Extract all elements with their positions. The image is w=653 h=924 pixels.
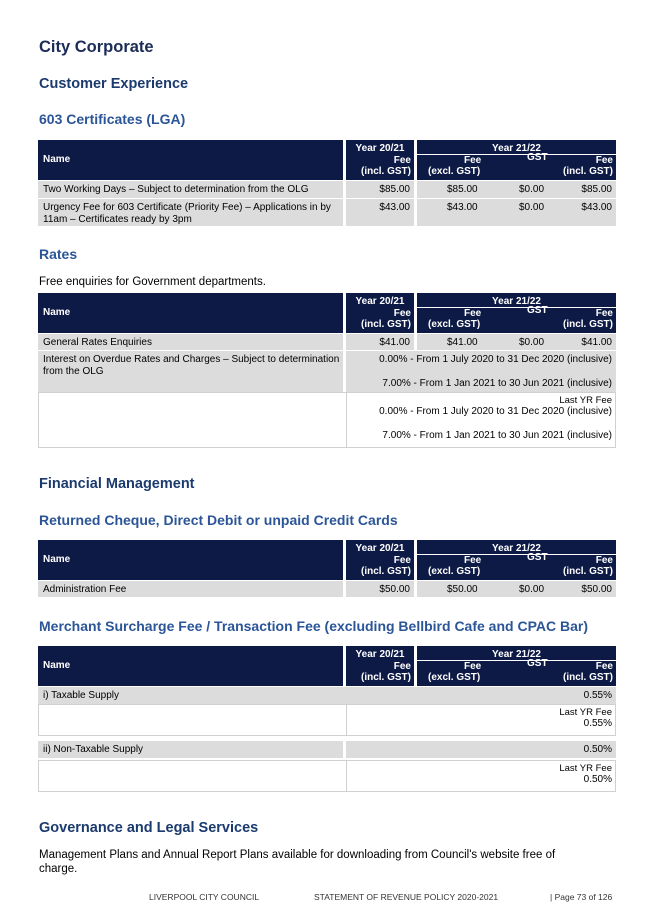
row-name: Two Working Days – Subject to determination from the OLG (43, 184, 309, 195)
header-excl-gst: (excl. GST) (428, 319, 481, 330)
header-gst: GST (527, 305, 548, 316)
last-year-value: 0.50% (583, 774, 612, 785)
table-header (38, 646, 616, 686)
row-name: Urgency Fee for 603 Certificate (Priority Fee) – Applications in by 11am – Certificates ready by 3pm (43, 202, 331, 225)
header-year-prev: Year 20/21 (355, 543, 405, 554)
header-fee: Fee (464, 308, 482, 319)
header-gst: GST (527, 552, 548, 563)
header-year-prev: Year 20/21 (355, 649, 405, 660)
header-year-curr: Year 21/22 (492, 543, 541, 554)
table-row (38, 581, 616, 597)
header-incl-gst: (incl. GST) (361, 566, 411, 577)
header-year-prev: Year 20/21 (355, 296, 405, 307)
table-row (38, 351, 616, 393)
row-fee-excl: $85.00 (447, 184, 478, 195)
interest-rate-line-1: 0.00% - From 1 July 2020 to 31 Dec 2020 (inclusive) (379, 354, 612, 365)
last-year-fee-box (38, 704, 616, 736)
page-title: City Corporate (39, 38, 154, 56)
row-gst: $0.00 (519, 584, 545, 595)
header-fee: Fee (393, 661, 411, 672)
last-year-fee-box (38, 392, 616, 448)
row-fee-incl: $85.00 (581, 184, 612, 195)
header-name: Name (43, 554, 71, 565)
header-incl-gst: (incl. GST) (563, 166, 613, 177)
row-fee-prev: $85.00 (379, 184, 410, 195)
governance-note: Management Plans and Annual Report Plans available for downloading from Council's website free of charge. (39, 849, 556, 875)
table-header (38, 540, 616, 580)
header-fee: Fee (595, 661, 613, 672)
table-row (38, 199, 616, 226)
subsection-heading-merchant-surcharge: Merchant Surcharge Fee / Transaction Fee (excluding Bellbird Cafe and CPAC Bar) (39, 618, 588, 634)
header-fee: Fee (464, 155, 482, 166)
footer-statement: STATEMENT OF REVENUE POLICY 2020-2021 (314, 892, 499, 902)
header-name: Name (43, 154, 71, 165)
row-fee-prev: $43.00 (379, 202, 410, 213)
last-year-label: Last YR Fee (559, 763, 612, 774)
row-fee: 0.55% (583, 690, 612, 701)
row-gst: $0.00 (519, 184, 545, 195)
rates-table (38, 293, 616, 441)
section-heading-financial-management: Financial Management (39, 476, 195, 492)
subsection-heading-returned-cheque: Returned Cheque, Direct Debit or unpaid Credit Cards (39, 512, 398, 528)
header-excl-gst: (excl. GST) (428, 566, 481, 577)
header-incl-gst: (incl. GST) (361, 319, 411, 330)
row-fee: 0.50% (583, 744, 612, 755)
row-fee-excl: $43.00 (447, 202, 478, 213)
header-year-curr: Year 21/22 (492, 296, 541, 307)
header-fee: Fee (393, 555, 411, 566)
header-incl-gst: (incl. GST) (563, 319, 613, 330)
footer-page-number: | Page 73 of 126 (550, 892, 613, 902)
section-heading-customer-experience: Customer Experience (39, 76, 189, 92)
last-year-value: 0.55% (583, 718, 612, 729)
row-name: Interest on Overdue Rates and Charges – Subject to determination from the OLG (43, 354, 340, 377)
header-fee: Fee (595, 155, 613, 166)
row-fee-prev: $50.00 (379, 584, 410, 595)
row-gst: $0.00 (519, 202, 545, 213)
header-year-curr: Year 21/22 (492, 143, 541, 154)
row-fee-excl: $50.00 (447, 584, 478, 595)
table-header (38, 140, 616, 180)
row-fee-incl: $43.00 (581, 202, 612, 213)
subsection-heading-certificates: 603 Certificates (LGA) (39, 111, 186, 127)
certificates-table (38, 140, 616, 226)
row-fee-incl: $41.00 (581, 337, 612, 348)
subsection-heading-rates: Rates (39, 246, 78, 262)
header-fee: Fee (595, 555, 613, 566)
row-name: ii) Non-Taxable Supply (43, 744, 144, 755)
row-name: General Rates Enquiries (43, 337, 152, 348)
header-fee: Fee (595, 308, 613, 319)
rates-note: Free enquiries for Government departments. (39, 276, 266, 288)
header-incl-gst: (incl. GST) (563, 672, 613, 683)
last-year-label: Last YR Fee (559, 707, 612, 718)
interest-rate-line-2: 7.00% - From 1 Jan 2021 to 30 Jun 2021 (inclusive) (382, 378, 612, 389)
section-heading-governance: Governance and Legal Services (39, 820, 259, 836)
header-fee: Fee (464, 555, 482, 566)
last-year-fee-box (38, 760, 616, 792)
header-name: Name (43, 660, 71, 671)
table-row (38, 687, 616, 704)
row-name: Administration Fee (43, 584, 127, 595)
header-incl-gst: (incl. GST) (563, 566, 613, 577)
header-incl-gst: (incl. GST) (361, 166, 411, 177)
header-excl-gst: (excl. GST) (428, 672, 481, 683)
row-gst: $0.00 (519, 337, 545, 348)
table-row (38, 741, 616, 758)
row-fee-excl: $41.00 (447, 337, 478, 348)
row-name: i) Taxable Supply (43, 690, 119, 701)
merchant-surcharge-table (38, 646, 616, 785)
header-gst: GST (527, 658, 548, 669)
footer-council: LIVERPOOL CITY COUNCIL (149, 892, 260, 902)
table-header (38, 293, 616, 333)
last-year-line-1: 0.00% - From 1 July 2020 to 31 Dec 2020 (inclusive) (379, 406, 612, 417)
header-fee: Fee (393, 155, 411, 166)
returned-cheque-table (38, 540, 616, 597)
last-year-label: Last YR Fee (559, 395, 612, 406)
header-fee: Fee (393, 308, 411, 319)
header-year-prev: Year 20/21 (355, 143, 405, 154)
header-fee: Fee (464, 661, 482, 672)
header-excl-gst: (excl. GST) (428, 166, 481, 177)
header-name: Name (43, 307, 71, 318)
row-fee-prev: $41.00 (379, 337, 410, 348)
header-year-curr: Year 21/22 (492, 649, 541, 660)
row-fee-incl: $50.00 (581, 584, 612, 595)
table-row (38, 334, 616, 350)
last-year-line-2: 7.00% - From 1 Jan 2021 to 30 Jun 2021 (inclusive) (382, 430, 612, 441)
header-incl-gst: (incl. GST) (361, 672, 411, 683)
header-gst: GST (527, 152, 548, 163)
table-row (38, 181, 616, 198)
